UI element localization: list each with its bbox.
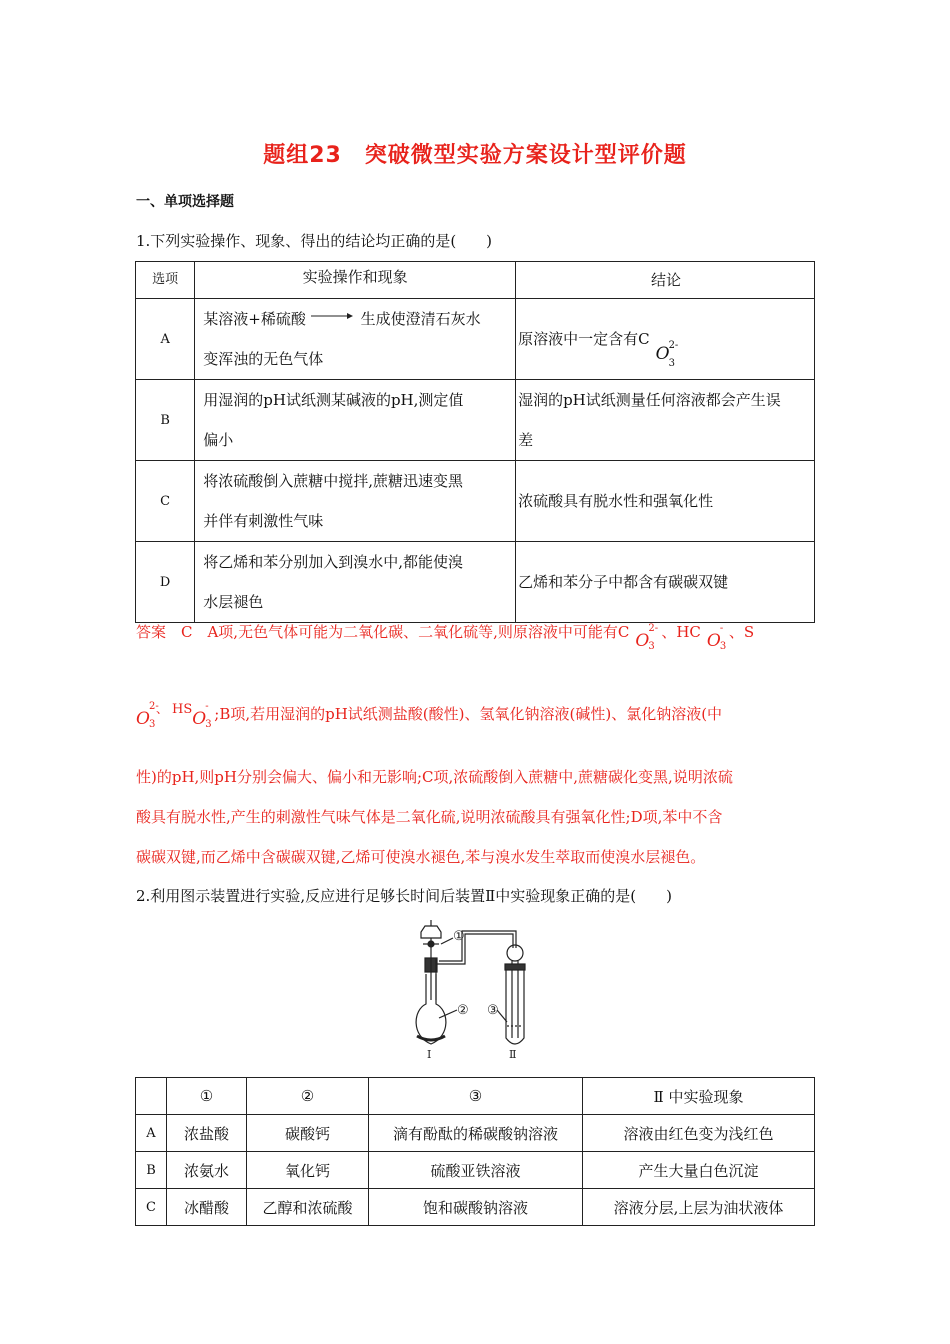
operation-cell: [195, 380, 516, 461]
table-row: [136, 380, 815, 461]
sulfite-formula: O 3 2-: [136, 701, 159, 730]
table-row: [136, 461, 815, 542]
label-device-1: Ⅰ: [427, 1048, 432, 1060]
header-cell: 选项: [136, 262, 195, 299]
cell: 乙醇和浓硫酸: [247, 1189, 369, 1226]
page-title: 题组23 突破微型实验方案设计型评价题: [263, 143, 687, 168]
option-key: A: [136, 1115, 167, 1152]
conclusion-cell: [516, 299, 815, 380]
section-heading: 一、单项选择题: [136, 194, 234, 210]
question-2-stem: 2.利用图示装置进行实验,反应进行足够长时间后装置Ⅱ中实验现象正确的是( ): [136, 887, 672, 905]
operation-cell: [195, 299, 516, 380]
answer-line: O 3 2- 、 HS O 3 - ;B项,若用湿润的pH试纸测盐酸(酸性)、氢氧化钠溶液(碱性)、氯化钠溶液(中: [136, 700, 722, 729]
cell: 产生大量白色沉淀: [583, 1152, 815, 1189]
cell: 冰醋酸: [167, 1189, 247, 1226]
operation-text: 并伴有刺激性气味: [203, 512, 324, 530]
apparatus-diagram: [405, 918, 555, 1060]
conclusion-text: 差: [518, 431, 534, 449]
operation-text: 用湿润的pH试纸测某碱液的pH,测定值: [203, 391, 464, 409]
cell: 浓盐酸: [167, 1115, 247, 1152]
operation-text: 某溶液+稀硫酸: [203, 310, 306, 328]
operation-text: 生成使澄清石灰水: [360, 310, 481, 328]
question-2-table: [135, 1077, 815, 1226]
cell: 饱和碳酸钠溶液: [369, 1189, 583, 1226]
option-key: D: [136, 542, 195, 623]
label-device-2: Ⅱ: [509, 1048, 517, 1060]
question-1-table: [135, 261, 815, 623]
header-cell: 实验操作和现象: [195, 262, 516, 299]
conclusion-cell: [516, 380, 815, 461]
carbonate-formula: O 3 2-: [635, 623, 659, 652]
label-2: ②: [457, 1003, 469, 1018]
header-cell: Ⅱ 中实验现象: [583, 1078, 815, 1115]
option-key: C: [136, 461, 195, 542]
bicarbonate-formula: O 3 -: [706, 623, 727, 652]
answer-line: 酸具有脱水性,产生的刺激性气味气体是二氧化硫,说明浓硫酸具有强氧化性;D项,苯中不含: [136, 808, 723, 826]
funnel-body: [421, 926, 441, 938]
option-key: C: [136, 1189, 167, 1226]
operation-cell: [195, 542, 516, 623]
table-row: [136, 1189, 815, 1226]
reaction-arrow-icon: [311, 306, 353, 320]
table-row: [136, 299, 815, 380]
option-key: B: [136, 380, 195, 461]
table-row: [136, 1115, 815, 1152]
label-1: ①: [453, 929, 465, 944]
header-cell: ①: [167, 1078, 247, 1115]
header-cell: [136, 1078, 167, 1115]
header-cell: 结论: [516, 262, 815, 299]
operation-cell: [195, 461, 516, 542]
header-cell: ③: [369, 1078, 583, 1115]
label-3: ③: [487, 1003, 499, 1018]
table-header-row: [136, 262, 815, 299]
option-key: B: [136, 1152, 167, 1189]
operation-text: 将浓硫酸倒入蔗糖中搅拌,蔗糖迅速变黑: [203, 472, 464, 490]
answer-line: 性)的pH,则pH分别会偏大、偏小和无影响;C项,浓硫酸倒入蔗糖中,蔗糖碳化变黑,说明浓硫: [136, 768, 733, 786]
operation-text: 将乙烯和苯分别加入到溴水中,都能使溴: [203, 553, 464, 571]
conclusion-text: 浓硫酸具有脱水性和强氧化性: [516, 461, 815, 542]
cell: 氧化钙: [247, 1152, 369, 1189]
answer-line: 碳碳双键,而乙烯中含碳碳双键,乙烯可使溴水褪色,苯与溴水发生萃取而使溴水层褪色。: [136, 848, 706, 866]
cell: 溶液分层,上层为油状液体: [583, 1189, 815, 1226]
bisulfite-formula: O 3 -: [192, 701, 212, 730]
operation-text: 水层褪色: [203, 593, 264, 611]
conclusion-text: 乙烯和苯分子中都含有碳碳双键: [516, 542, 815, 623]
operation-text: 偏小: [203, 431, 234, 449]
answer-line: 答案 C A项,无色气体可能为二氧化碳、二氧化硫等,则原溶液中可能有C O 3 2- 、HC O 3 - 、S: [136, 623, 755, 652]
question-1-stem: 1.下列实验操作、现象、得出的结论均正确的是( ): [136, 232, 493, 250]
header-cell: ②: [247, 1078, 369, 1115]
carbonate-formula: O 3 2-: [655, 340, 679, 369]
cell: 碳酸钙: [247, 1115, 369, 1152]
cell: 滴有酚酞的稀碳酸钠溶液: [369, 1115, 583, 1152]
conclusion-text: 原溶液中一定含有C: [518, 330, 650, 348]
option-key: A: [136, 299, 195, 380]
operation-text: 变浑浊的无色气体: [203, 350, 324, 368]
cell: 浓氨水: [167, 1152, 247, 1189]
cell: 硫酸亚铁溶液: [369, 1152, 583, 1189]
table-row: [136, 1152, 815, 1189]
cell: 溶液由红色变为浅红色: [583, 1115, 815, 1152]
table-header-row: [136, 1078, 815, 1115]
conclusion-text: 湿润的pH试纸测量任何溶液都会产生误: [518, 391, 781, 409]
table-row: [136, 542, 815, 623]
